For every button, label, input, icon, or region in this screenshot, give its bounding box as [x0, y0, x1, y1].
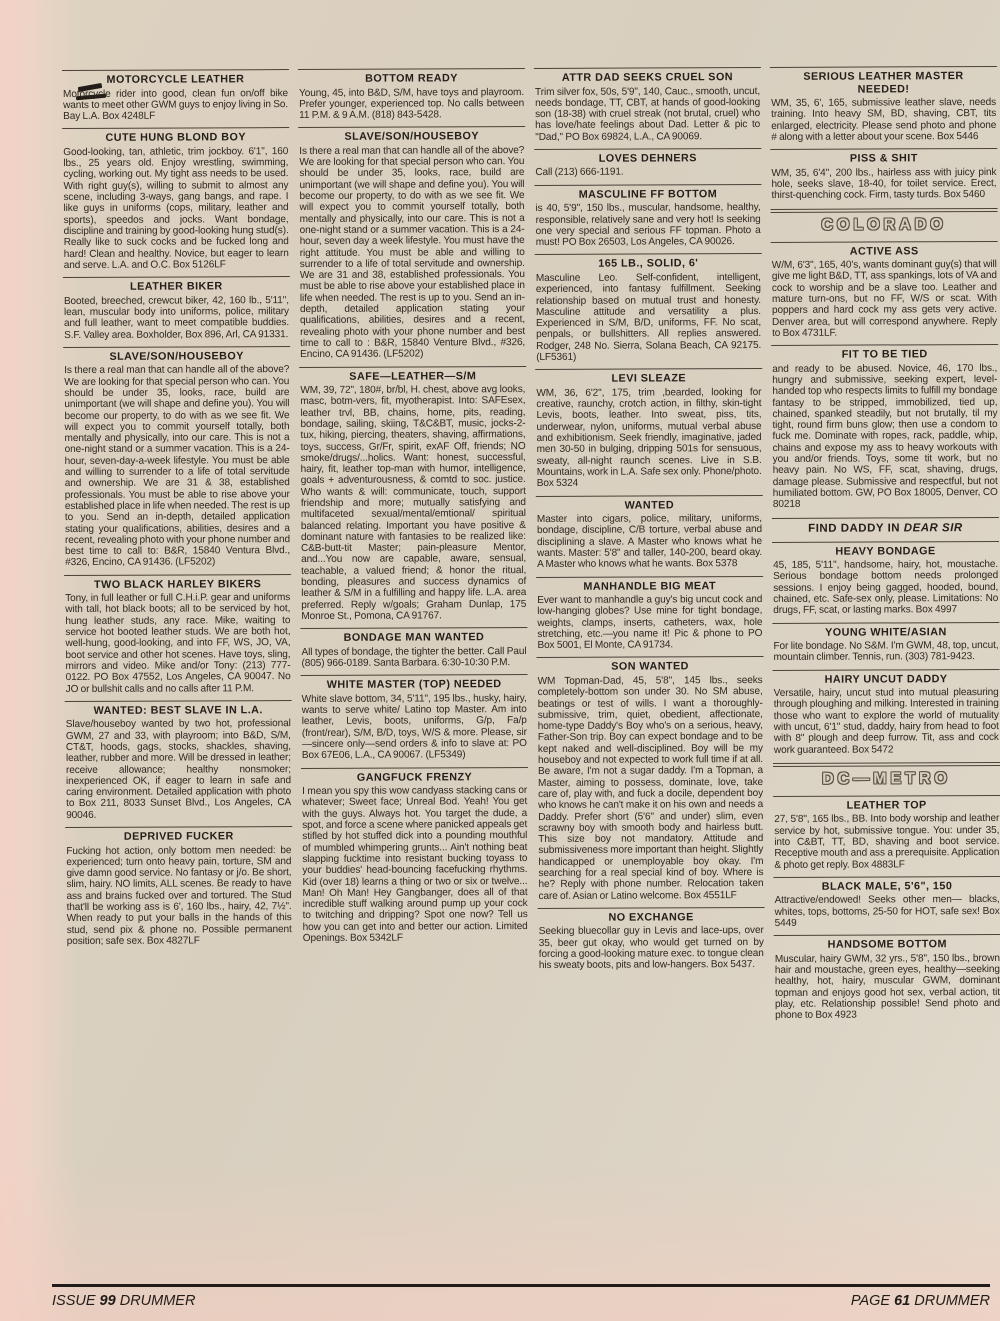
classified-ad: [63, 346, 291, 571]
classified-ad: [300, 627, 527, 671]
ad-body: W/M, 6'3", 165, 40's, wants dominant guy(s) that will give me light B&D, TT, ass spankings, lots of VA and cock to worship and be a slave too. Leather and mature turn-ons, but no FF, W/S or scat. With poppers and hard cock my ass gets very active. Denver area, but will correspond anywhere. Reply to Box 4731LF.: [771, 259, 998, 339]
ad-title: LEATHER TOP: [846, 799, 927, 812]
classified-ad: [773, 876, 1000, 931]
ad-body: 45, 185, 5'11", handsome, hairy, hot, moustache. Serious bondage bottom needs prolonged sessions. I enjoy being gagged, hooded, bound, chained, etc. Safe-sex only, please. Limitations: No drugs, FF, scat, or lasting marks. Box 4997: [773, 558, 999, 617]
ad-body: All types of bondage, the tighter the better. Call Paul (805) 966-0189. Santa Barbara. 6:30-10:30 P.M.: [301, 645, 527, 670]
ad-body: White slave bottom, 34, 5'11", 195 lbs., husky, hairy, wants to serve white/ Latino top Master. Am into leather, Levis, boots, uniforms, G/p, Fa/p (front/rear), S/M, B/D, toys, W/S & more. Please, sir—sincere only—send orders & info to slave at: PO Box 67E06, L.A., CA 90067. (LF5349): [301, 692, 527, 762]
cross-promo-banner: [772, 516, 999, 537]
footer-page-number: PAGE 61 DRUMMER: [850, 1293, 990, 1309]
classified-ad: [771, 344, 999, 512]
classified-ad: [770, 66, 997, 145]
ad-body: Master into cigars, police, military, uniforms, bondage, discipline, C/B torture, verbal abuse and disciplining a slave. A Master who knows what he wants. Master: 5'8" and taller, 140-200, beard okay. A Master who knows what he wants. Box 5378: [536, 513, 763, 571]
ad-title: HANDSOME BOTTOM: [827, 938, 947, 951]
ad-title: SON WANTED: [611, 660, 689, 674]
ad-title: SLAVE/SON/HOUSEBOY: [344, 130, 479, 144]
ad-title: LEATHER BIKER: [130, 280, 223, 293]
ad-body: Ever want to manhandle a guy's big uncut cock and low-hanging globes? Use mine for tight bondage, weights, clamps, inserts, catheters, wax, hole stretching, etc.—you name it! Pic & phone to PO Box 5001, El Monte, CA 91734.: [537, 593, 763, 652]
classified-ad: [772, 621, 999, 665]
classified-ad: [65, 700, 293, 823]
classified-ad: [301, 767, 529, 947]
ad-body: and ready to be abused. Novice, 46, 170 lbs., hungry and submissive, seeking expert, level-handed top who respects limits to fulfill my bondage fantasy to be stripped, immobilized, tied up, chained, spanked steadily, but not brutally, til my tight, round firm buns glow; then use a condom to fuck me. Dominate with ropes, rack, paddle, whip, chains and expose my ass to heavy workouts with you and/or friends. Toys, some tit work, but no heavy pain. No WS, FF, scat, shaving, drugs, damage please. Submissive and respectful, but not humiliated bottom. GW, PO Box 18005, Denver, CO 80218: [772, 362, 998, 511]
section-header: [773, 762, 1000, 792]
column-1: [62, 65, 293, 1027]
ad-title: SLAVE/SON/HOUSEBOY: [109, 350, 244, 363]
classified-ad: [298, 68, 525, 123]
column-4: [770, 62, 1000, 1024]
ad-title: FIT TO BE TIED: [841, 348, 928, 361]
ad-title: WANTED: [624, 498, 675, 512]
ad-body: Versatile, hairy, uncut stud into mutual pleasuring through ploughing and milking. Interested in training those who want to explore the world of mutuality with uncut, 6'1" stud, daddy, hairy from head to foot with 8" plough and deep furrow. Tit, ass and cock work guaranteed. Box 5472: [773, 687, 999, 756]
footer-issue: ISSUE 99 DRUMMER: [52, 1293, 196, 1309]
classified-ad: [64, 574, 292, 697]
ad-body: Masculine Leo. Self-confident, intelligent, experienced, into fantasy fulfillment. Seeking relationship based on mutual trust and honesty. Masculine attitude and versatility a plus. Experienced in S/M, B/D, uniforms, FF. No scat, penpals, or bullshitters. All replies answered. Rodger, 248 No. Sierra, Solana Beach, CA 92175. (LF5361): [535, 271, 762, 364]
classified-ad: [535, 368, 763, 491]
ad-title: SAFE—LEATHER—S/M: [349, 369, 477, 383]
ad-body: WM, 39, 72", 180#, br/bl, H. chest, above avg looks, masc, botm-vers, fit, myotherapist. Into: SAFEsex, leather trvl, BB, chains, home, pits, reading, bondage, sailing, skiing, T&C&BT, music, jocks-2-tux, hiking, piercing, theaters, shaving, affirmations, toys, success, Gr/Fr, spirit, exAF Off, friends; NO smoke/drugs/...holics. Want: honest, successful, hairy, fit, leather top-man with humor, intelligence, goals + adventurousness, & comtd to soc. justice. Who wants & will: communicate, touch, support friendship and more; mutually satisfying and multifaceted sexual/mental/emtional/ spiritual balanced relating. Important you have positive & dominant nature with fantasies to be realized like: C&B-butt-tit Master; pain-pleasure Mentor, and...You now are capable, aware, sensual, teachable, a valued friend; & honor the ritual, bonding, pleasures and success dynamics of leather & S/M in a fulfilling and happy life. L.A. area preferred. Reply w/goals; Graham Dunlap, 175 Monroe St., Pomona, CA 91767.: [300, 384, 527, 622]
classified-ad: [538, 907, 765, 974]
classifieds-columns: [62, 62, 1000, 1027]
classified-ad: [774, 934, 1000, 1023]
ad-title: SERIOUS LEATHER MASTER NEEDED!: [803, 70, 964, 96]
section-title: DC—METRO: [773, 765, 1000, 792]
ad-title: WHITE MASTER (TOP) NEEDED: [326, 678, 502, 692]
ad-title: MANHANDLE BIG MEAT: [583, 579, 717, 593]
ad-title: NO EXCHANGE: [608, 911, 694, 924]
ad-body: Muscular, hairy GWM, 32 yrs., 5'8", 150 lbs., brown hair and moustache, green eyes, healthy—seeking healthy, hot, hairy, muscular GWM, dominant topman and enjoys good hot sex, verbal action, tit play, etc. Relationship possible! Send photo and phone to Box 4923: [774, 952, 1000, 1022]
classified-ad: [534, 184, 761, 251]
classified-ad: [773, 669, 1000, 758]
ad-body: Is there a real man that can handle all of the above? We are looking for that special person who can. You should be under 35, looks, race, build are unimportant (we will shape and define you). You will become our property, to do with as we see fit. We will expect you to commit yourself totally, both mentally and physically, into our care. This is not a one-night stand or a summer vacation. This is a 24-hour, seven day a week lifestyle. You must have the right attitude. You must be able and willing to surrender to a life of total servitude and ownership. We are 31 and 38, established professionals. You must be able to rise above your established place in life when needed. The rest is up to you. Send an in-depth, detailed application stating your qualifications, abilities, desires and a recent, revealing photo with your phone number and best time to call to : B&R, 15840 Venture Blvd., #326, Encino, CA 91436. (LF5202): [299, 144, 526, 361]
classified-ad: [299, 366, 527, 625]
classified-ad: [535, 253, 762, 365]
classified-ad: [773, 795, 1000, 873]
ad-title: HAIRY UNCUT DADDY: [824, 672, 948, 686]
ad-body: Call (213) 666-1191.: [535, 167, 624, 179]
ad-title: TWO BLACK HARLEY BIKERS: [93, 577, 262, 591]
ad-body: WM Topman-Dad, 45, 5'8", 145 lbs., seeks completely-bottom son under 30. No SM abuse, beatings or test of wills. I want a thoroughly-submissive, trim, quiet, obedient, affectionate, home-type Daddy's Boy who's on a serious, heavy, Father-Son trip. Boy can expect bondage and to be kept naked and well-disciplined. Boy will be my houseboy and not expected to work full time if at all. Be aware, I'm not a sugar daddy. I'm a Topman, a Master, aiming to possess, dominate, love, take care of, play with, and fuck a docile, dependent boy who knows he can't make it on his own and needs a Daddy. Prefer short (5'6" and under) slim, even scrawny boy with smooth body and hairless butt. This size boy not mandatory. Attitude and submissiveness more important than height. Slightly handicapped or unemployable boy okay. I'm searching for a real special kind of boy. Where is he? Reply with phone number. Relocation taken care of. Asian or Latino welcome. Box 4551LF: [537, 674, 764, 902]
ad-title: ACTIVE ASS: [849, 244, 919, 258]
ad-body: Slave/houseboy wanted by two hot, professional GWM, 27 and 33, with playroom; into B&D, S/M, CT&T, hoods, gags, stocks, shackles, shaving, leather, rubber and more. Will be dressed in leather; receive allowance; healthy nonsmoker; inexperienced OK, if eager to learn in safe and caring environment. Detailed application with photo to Box 211, 8033 Sunset Blvd., Los Angeles, CA 90046.: [65, 718, 292, 821]
classified-ad: [63, 276, 290, 343]
classified-ad: [536, 575, 763, 653]
ad-body: For lite bondage. No S&M. I'm GWM, 48, top, uncut, mountain climber. Tennis, run. (303) 781-9423.: [773, 639, 999, 664]
classified-ad: [771, 241, 998, 342]
ad-body: Trim silver fox, 50s, 5'9", 140, Cauc., smooth, uncut, needs bondage, TT, CBT, at hands of good-looking son (18-38) with cruel streak (not brutal, cruel) who has love/hate feelings about Dad. Letter & pic to "Dad," PO Box 69824, L.A., CA 90069.: [535, 85, 761, 143]
section-header: [771, 208, 998, 238]
ad-body: 27, 5'8", 165 lbs., BB. Into body worship and leather service by hot, submissive tongue. You: under 35, into C&BT, TT, BD, shaving and boot service. Receptive mouth and ass a prerequisite. Application & photo get reply. Box 4883LF: [774, 813, 1000, 871]
section-title: COLORADO: [771, 211, 998, 238]
banner-text: FIND DADDY IN: [808, 521, 904, 535]
ad-body: Young, 45, into B&D, S/M, have toys and playroom. Prefer younger, experienced top. No calls between 11 P.M. & 9 A.M. (818) 843-5428.: [299, 86, 525, 122]
classified-ad: [301, 674, 528, 763]
ad-body: WM, 36, 6'2", 175, trim ,bearded, looking for creative, raunchy, crotch action, in filthy, skin-tight Levis, boots, leather. Into sweat, piss, tits, underwear, nylon, uniforms, mutual verbal abuse and exhibitionism. Seek friendly, imaginative, jaded men 30-50 in bulging, dripping 501s for sensuous, sweaty, all-night raunch scenes. Live in S.B. Mountains, work in L.A. Safe sex only. Phone/photo. Box 5324: [536, 386, 762, 490]
ad-body: is 40, 5'9", 150 lbs., muscular, handsome, healthy, responsible, relatively sane and very hot! Is seeking one very special and serious FF topman. Photo a must! PO Box 26503, Los Angeles, CA 90026.: [535, 202, 761, 249]
page-footer: [52, 1284, 990, 1309]
classified-ad: [62, 69, 289, 124]
ad-title: ATTR DAD SEEKS CRUEL SON: [561, 71, 734, 84]
classified-ad: [772, 540, 999, 618]
ad-title: BLACK MALE, 5'6", 150: [821, 880, 953, 893]
classified-ad: [62, 127, 290, 273]
ad-title: BOTTOM READY: [365, 72, 458, 85]
classified-ad: [298, 126, 526, 362]
ad-body: Seeking bluecollar guy in Levis and lace-ups, over 35, beer gut okay, who would get turned on by forcing a good-looking mature exec. to tongue clean his sweaty boots, pits and low-hangers. Box 5437.: [538, 925, 764, 972]
ad-title: LEVI SLEAZE: [611, 372, 687, 385]
ad-title: WANTED: BEST SLAVE IN L.A.: [93, 704, 263, 717]
ad-title: GANGFUCK FRENZY: [356, 770, 473, 784]
ad-title: CUTE HUNG BLOND BOY: [105, 131, 246, 145]
column-2: [298, 64, 529, 1026]
column-3: [534, 63, 765, 1025]
ad-body: Booted, breeched, crewcut biker, 42, 160 lb., 5'11", lean, muscular body into uniforms, police, military and full leather, want to meet compatible buddies. S.F. Valley area. Boxholder, Box 896, Arl, CA 91331.: [63, 294, 290, 341]
ad-body: I mean you spy this wow candyass stacking cans or whatever; Sweet face; Unreal Bod. Yeah! You get with the guys. Always hot. You target the dude, a spot, and force a scene where panicked appeals get stifled by hot stuffed dick into a pounding mouthful of mumbled whimpering grunts... Ain't nothing beat slapping fucktime into resistant bucking toyass to your buddies' head-bouncing facefucking rhythms. Kid (over 18) learns a thing or two or six or twelve... Man! Oh Man! Hey Gangbanger, does all of that incredible stuff walking around pump up your cock to twitching and dripping? Spot one now? Tell us how you can get into and better our action. Limited Openings. Box 5342LF: [302, 785, 528, 945]
banner-title-italic: DEAR SIR: [903, 521, 963, 534]
ad-title: BONDAGE MAN WANTED: [343, 631, 485, 645]
ad-title: LOVES DEHNERS: [598, 152, 697, 165]
classified-ad: [534, 148, 761, 181]
ad-body: Motorcycle rider into good, clean fun on/off bike wants to meet other GWM guys to enjoy living in So. Bay L.A. Box 4248LF: [63, 87, 289, 123]
ad-title: DEPRIVED FUCKER: [123, 830, 234, 843]
classified-ad: [534, 67, 761, 145]
ad-title: 165 LB., SOLID, 6': [598, 257, 699, 271]
ad-title: YOUNG WHITE/ASIAN: [825, 625, 947, 639]
ad-body: WM, 35, 6'4", 200 lbs., hairless ass with juicy pink hole, seeks slave, 18-40, for toilet service. Erect, thirst-quenching cock. Firm, tasty turds. Box 5460: [771, 166, 997, 202]
ad-body: Attractive/endowed! Seeks other men— blacks, whites, tops, bottoms, 25-50 for HOT, safe sex! Box 5449: [774, 894, 1000, 929]
classified-ad: [65, 826, 293, 949]
ad-body: Is there a real man that can handle all of the above? We are looking for that special person who can. You should be under 35, looks, race, build are unimportant (we will shape and define you). You will become our property, to do with as we see fit. We will expect you to commit yourself totally, both mentally and physically, into our care. This is not a one-night stand or a summer vacation. This is a 24-hour, seven-day-a-week lifestyle. You must be able and willing to surrender to a life of total servitude and ownership. We are 31 & 38, established professionals. You must be able to rise above your established place in life when needed. The rest is up to you. Send an in-depth, detailed application stating your qualifications, abilities, desires and a recent, revealing photo with your phone number and best time to call to: B&R, 15840 Ventura Blvd., #326, Encino, CA 91436. (LF5202): [64, 364, 291, 569]
ad-body: WM, 35, 6', 165, submissive leather slave, needs training. Into heavy SM, BD, shaving, CBT, tits enlarged, electricity. Please send photo and phone # along with a letter about your scene. Box 5446: [771, 96, 997, 143]
ad-title: HEAVY BONDAGE: [835, 544, 936, 558]
classified-ad: [536, 656, 764, 903]
ad-title: PISS & SHIT: [849, 152, 918, 165]
classified-ad: [536, 495, 763, 573]
ad-body: Good-looking, tan, athletic, trim jockboy. 6'1", 160 lbs., 25 years old. Enjoy wrestling, swimming, cycling, working out. My tight ass needs to be used. With right guy(s), willing to submit to almost any scene, including 3-ways, gang bangs, and rape. I like guys in uniforms (cops, military, leather and sports), speedos and jocks. Want bondage, discipline and training by good-looking hung stud(s). Really like to suck cocks and be fucked long and hard! Clean and healthy. Novice, but eager to learn and serve. L.A. and O.C. Box 5126LF: [63, 145, 289, 271]
ad-title: MOTORCYCLE LEATHER: [106, 73, 245, 86]
ad-title: MASCULINE FF BOTTOM: [578, 187, 718, 201]
ad-body: Tony, in full leather or full C.H.i.P. gear and uniforms with tall, hot black boots; all to be serviced by hot, hung leather studs, any race. Mike, waiting to service hot booted leather studs. We are both hot, well-hung, good-looking, and into FF, WS, JO, VA, boot service and other hot scenes. Have toys, sling, mirrors and video. Mike and/or Tony: (213) 777-0122. PO Box 47552, Los Angeles, CA 90047. No JO or bullshit calls and no calls after 11 P.M.: [65, 592, 291, 695]
classified-ad: [770, 148, 997, 203]
ad-body: Fucking hot action, only bottom men needed: be experienced; turn onto heavy pain, torture, SM and give damn good service. No fantasy or j/o. Be short, slim, hairy. NO limits, ALL scenes. Be ready to have ass and brains fucked over and tortured. The Stud that'll be working ass is 6', 160 lbs., hairy, 42, 7½". When ready to put your balls in the hands of this stud, send pix & phone no. Possible permanent position; safe sex. Box 4827LF: [66, 844, 292, 947]
